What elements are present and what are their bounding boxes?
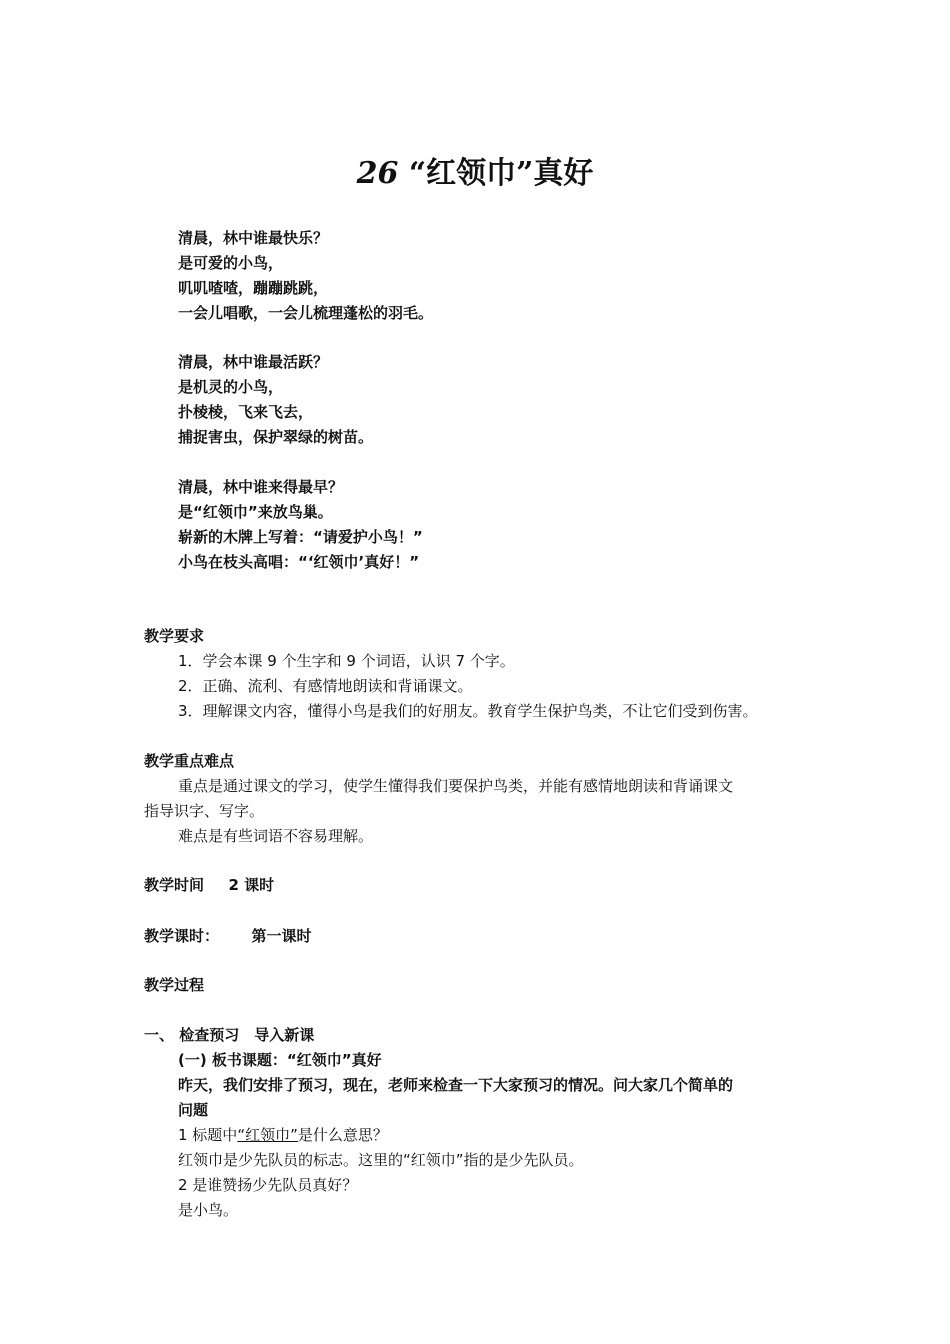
requirement-item: 3．理解课文内容，懂得小鸟是我们的好朋友。教育学生保护鸟类，不让它们受到伤害。 [178,702,758,720]
section1-intro: 昨天，我们安排了预习，现在，老师来检查一下大家预习的情况。问大家几个简单的 [178,1076,734,1094]
answer-1: 红领巾是少先队员的标志。这里的“红领巾”指的是少先队员。 [178,1151,584,1169]
poem-line: 叽叽喳喳，蹦蹦跳跳， [178,279,329,297]
poem-line: 清晨，林中谁最快乐？ [178,229,329,247]
question-2: 2 是谁赞扬少先队员真好？ [178,1176,358,1194]
keypoints-text: 重点是通过课文的学习，使学生懂得我们要保护鸟类，并能有感情地朗读和背诵课文 [178,777,734,795]
lesson-title [0,152,950,196]
lesson-number: 26 [356,156,399,191]
teaching-time [144,875,274,895]
poem-line: 崭新的木牌上写着：“请爱护小鸟！” [178,528,423,546]
requirement-item: 1．学会本课 9 个生字和 9 个词语，认识 7 个字。 [178,652,515,670]
teaching-time-value: 2 课时 [228,876,275,894]
question-1 [178,1125,388,1145]
lesson-title-text: “红领巾”真好 [408,156,594,191]
section-heading-process: 教学过程 [144,976,205,994]
poem-line: 清晨，林中谁最活跃？ [178,353,329,371]
question-1-prefix: 1 标题中 [178,1126,238,1144]
teaching-period-value: 第一课时 [251,927,312,945]
answer-2: 是小鸟。 [178,1201,239,1219]
keypoints-text: 指导识字、写字。 [144,802,265,820]
poem-line: 一会儿唱歌，一会儿梳理蓬松的羽毛。 [178,304,434,322]
section1-heading: 一、 检查预习 导入新课 [144,1026,315,1044]
section-heading-keypoints: 教学重点难点 [144,752,235,770]
poem-line: 清晨，林中谁来得最早？ [178,478,344,496]
poem-line: 是可爱的小鸟， [178,254,284,272]
poem-line: 是“红领巾”来放鸟巢。 [178,503,333,521]
question-1-underlined: “红领巾” [237,1126,298,1144]
poem-line: 扑棱棱，飞来飞去， [178,403,314,421]
teaching-period [144,926,312,946]
section1-intro: 问题 [178,1101,209,1119]
teaching-time-label: 教学时间 [144,876,205,894]
poem-line: 捕捉害虫，保护翠绿的树苗。 [178,428,374,446]
teaching-period-label: 教学课时： [144,927,220,945]
section1-subheading: (一) 板书课题：“红领巾”真好 [178,1051,382,1069]
requirement-item: 2．正确、流利、有感情地朗读和背诵课文。 [178,677,473,695]
section-heading-requirements: 教学要求 [144,627,205,645]
question-1-suffix: 是什么意思？ [297,1126,388,1144]
keypoints-text: 难点是有些词语不容易理解。 [178,827,374,845]
poem-line: 是机灵的小鸟， [178,378,284,396]
poem-line: 小鸟在枝头高唱：“‘红领巾’真好！” [178,553,420,571]
